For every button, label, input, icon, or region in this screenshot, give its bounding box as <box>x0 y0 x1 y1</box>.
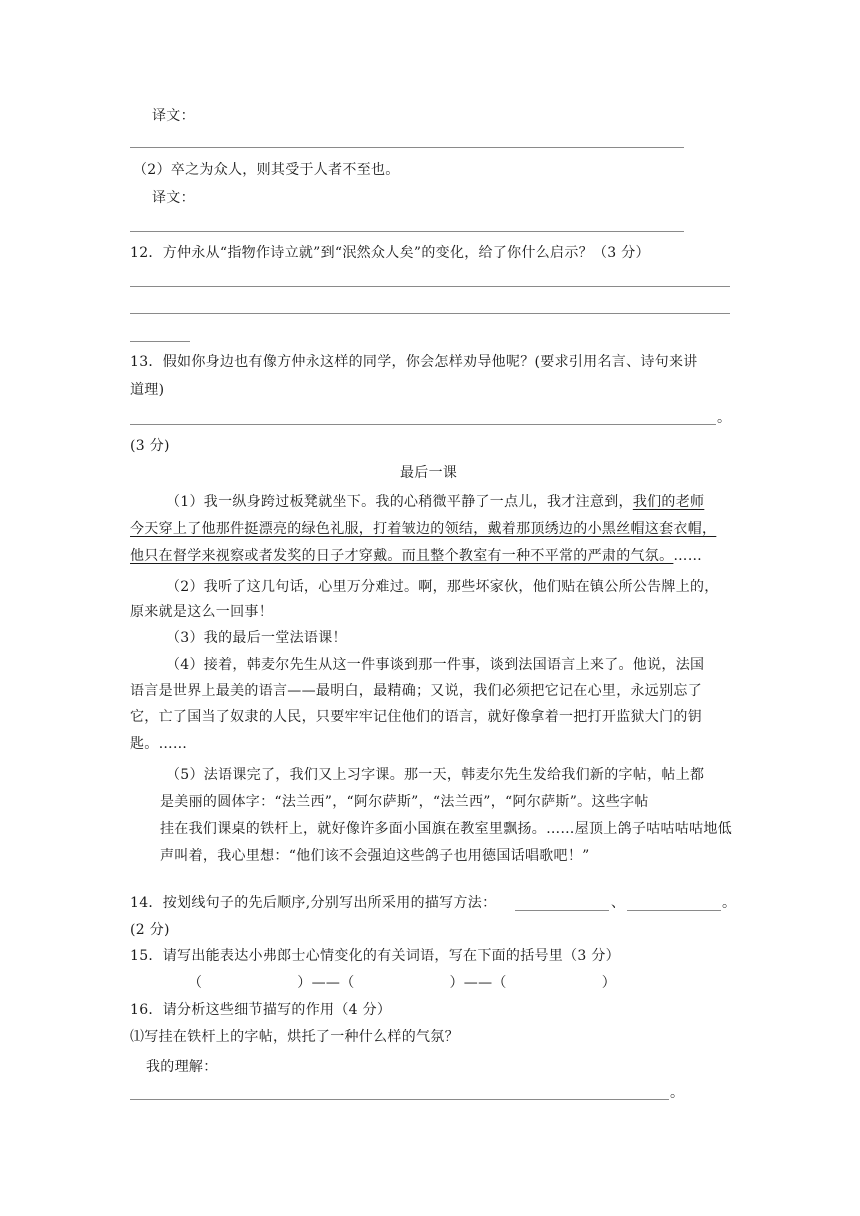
passage-line: 它，亡了国当了奴隶的人民，只要牢牢记住他们的语言，就好像拿着一把打开监狱大门的钥 <box>130 709 702 725</box>
score-note: (3 分) <box>130 438 170 454</box>
passage-line <box>166 492 704 512</box>
passage-line: （5）法语课完了，我们又上习字课。那一天，韩麦尔先生发给我们新的字帖，帖上都 <box>166 767 705 783</box>
answer-blank[interactable] <box>627 910 721 911</box>
answer-line <box>130 341 190 342</box>
question-16: 16．请分析这些细节描写的作用（4 分） <box>130 1002 392 1018</box>
question-13-cont: 道理) <box>130 382 165 398</box>
answer-line <box>130 286 730 287</box>
question-12: 12．方仲永从“指物作诗立就”到“泯然众人矣”的变化，给了你什么启示？（3 分） <box>130 245 650 261</box>
answer-line[interactable] <box>130 1099 669 1100</box>
passage-line: 匙。…… <box>130 736 188 752</box>
question-15: 15．请写出能表达小弗郎士心情变化的有关词语，写在下面的括号里（3 分） <box>130 948 620 964</box>
passage-line: （2）我听了这几句话，心里万分难过。啊，那些坏家伙，他们贴在镇公所公告牌上的， <box>166 579 719 595</box>
sub-question: ⑴写挂在铁杆上的字帖，烘托了一种什么样的气氛？ <box>130 1029 459 1045</box>
answer-label: 我的理解： <box>146 1059 218 1075</box>
period-mark: 。 <box>670 1085 685 1101</box>
translation-label: 译文： <box>152 108 195 124</box>
period-mark: 。 <box>722 895 737 911</box>
passage-text: （1）我一纵身跨过板凳就坐下。我的心稍微平静了一点儿，我才注意到， <box>166 494 633 510</box>
passage-line: （4）接着，韩麦尔先生从这一件事谈到那一件事，谈到法国语言上来了。他说，法国 <box>166 657 705 673</box>
passage-line: 是美丽的圆体字：“法兰西”，“阿尔萨斯”，“法兰西”，“阿尔萨斯”。这些字帖 <box>160 794 649 810</box>
question-14: 14．按划线句子的先后顺序,分别写出所采用的描写方法： <box>130 895 497 911</box>
answer-line <box>130 424 716 425</box>
passage-line: 声叫着，我心里想：“他们该不会强迫这些鸽子也用德国话唱歌吧！” <box>160 848 590 864</box>
underlined-text: 我们的老师 <box>632 494 705 510</box>
ellipsis: …… <box>673 548 703 564</box>
answer-line <box>130 313 730 314</box>
underlined-text: 今天穿上了他那件挺漂亮的绿色礼服，打着皱边的领结，戴着那顶绣边的小黑丝帽这套衣帽， <box>130 521 717 537</box>
passage-title: 最后一课 <box>400 465 458 481</box>
answer-line <box>130 231 684 232</box>
period-mark: 。 <box>717 410 732 426</box>
question-13: 13．假如你身边也有像方仲永这样的同学，你会怎样劝导他呢？(要求引用名言、诗句来讲 <box>130 354 698 370</box>
separator-mark: 、 <box>611 895 626 911</box>
answer-brackets[interactable]: （ ）——（ ）——（ ） <box>188 975 617 991</box>
underlined-text: 他只在督学来视察或者发奖的日子才穿戴。而且整个教室有一种不平常的严肃的气氛。 <box>130 548 674 564</box>
passage-line: （3）我的最后一堂法语课！ <box>166 630 347 646</box>
answer-blank[interactable] <box>515 910 609 911</box>
translation-label: 译文： <box>152 190 195 206</box>
passage-line <box>130 546 702 566</box>
passage-line: 原来就是这么一回事！ <box>130 604 273 620</box>
passage-line: 挂在我们课桌的铁杆上，就好像许多面小国旗在教室里飘扬。……屋顶上鸽子咕咕咕咕地低 <box>160 821 732 837</box>
question-item: （2）卒之为众人，则其受于人者不至也。 <box>133 162 400 178</box>
score-note: (2 分) <box>130 922 170 938</box>
answer-line <box>130 147 684 148</box>
passage-line: 语言是世界上最美的语言——最明白，最精确；又说，我们必须把它记在心里，永远别忘了 <box>130 683 702 699</box>
